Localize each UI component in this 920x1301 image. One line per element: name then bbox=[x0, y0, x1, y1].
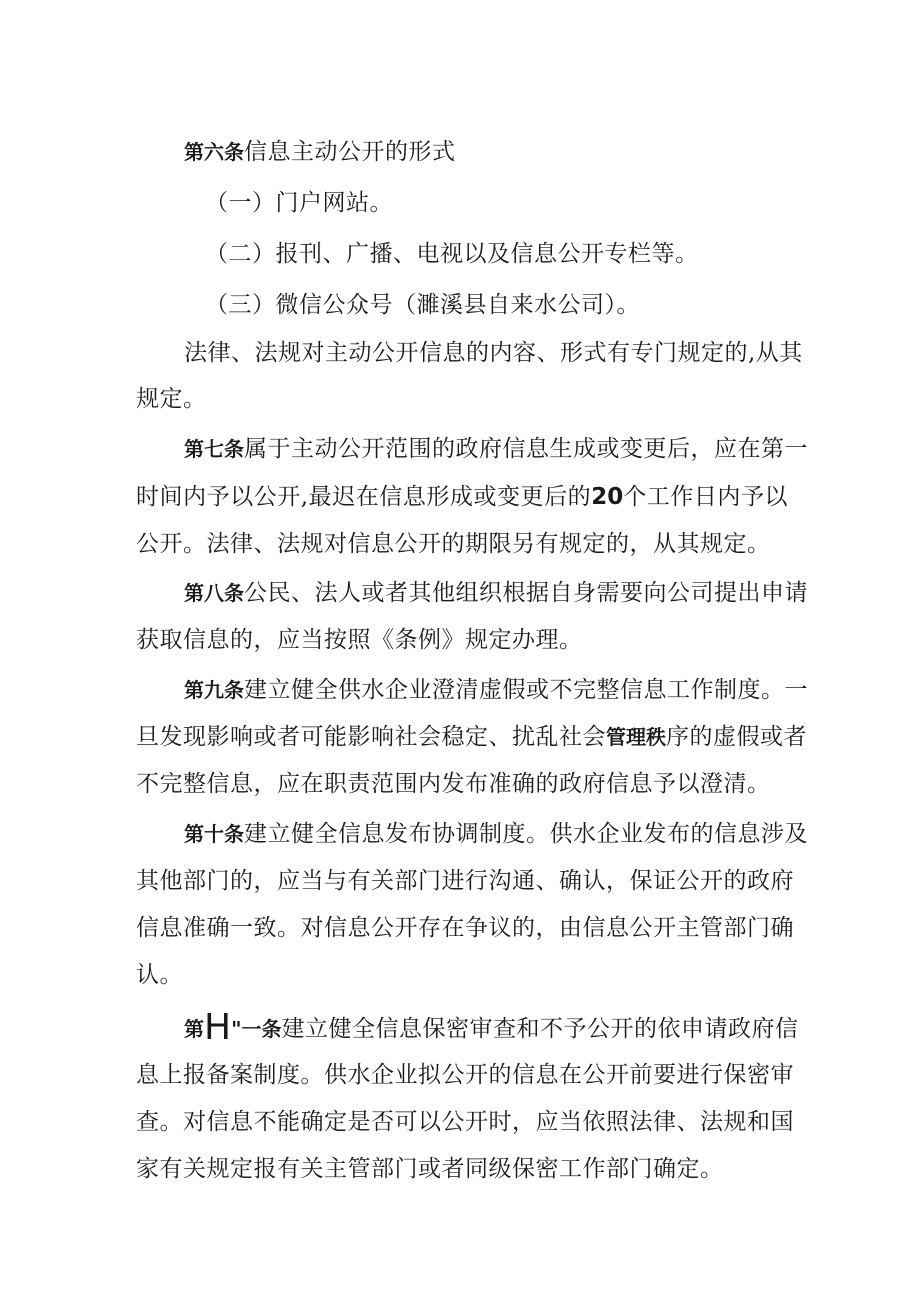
article-7-line-1 bbox=[184, 434, 808, 464]
article-10-line-2: 其他部门的，应当与有关部门进行沟通、确认，保证公开的政府 bbox=[136, 868, 794, 894]
article-10-line-3: 信息准确一致。对信息公开存在争议的，由信息公开主管部门确 bbox=[136, 915, 794, 941]
article-7-days-number: 20 bbox=[591, 484, 624, 510]
article-9-line-1 bbox=[184, 675, 808, 705]
article-9-label: 第九条 bbox=[184, 678, 244, 702]
article-9-line-2 bbox=[136, 722, 807, 752]
article-6-title: 信息主动公开的形式 bbox=[244, 139, 456, 165]
article-6-item-3: （三）微信公众号（濉溪县自来水公司）。 bbox=[205, 292, 640, 318]
article-11-line-4: 家有关规定报有关主管部门或者同级保密工作部门确定。 bbox=[136, 1156, 724, 1182]
article-11-line-1 bbox=[184, 1007, 799, 1048]
article-10-text-1: 建立健全信息发布协调制度。供水企业发布的信息涉及 bbox=[244, 821, 808, 847]
article-8-line-2: 获取信息的，应当按照《条例》规定办理。 bbox=[136, 627, 583, 653]
article-8-text-1: 公民、法人或者其他组织根据自身需要向公司提出申请 bbox=[244, 580, 808, 606]
article-11-label-b: H bbox=[204, 1007, 232, 1048]
article-7-text-1: 属于主动公开范围的政府信息生成或变更后，应在第一 bbox=[244, 436, 808, 462]
article-10-line-4: 认。 bbox=[136, 962, 183, 988]
article-8-label: 第八条 bbox=[184, 581, 244, 605]
article-7-text-2a: 时间内予以公开,最迟在信息形成或变更后的 bbox=[136, 484, 592, 510]
article-6-note-line-2: 规定。 bbox=[136, 386, 207, 412]
article-8-line-1 bbox=[184, 578, 808, 608]
article-7-line-2 bbox=[136, 482, 788, 512]
article-10-label: 第十条 bbox=[184, 822, 244, 846]
article-11-label-c: "一条 bbox=[231, 1017, 282, 1041]
article-11-line-2: 息上报备案制度。供水企业拟公开的信息在公开前要进行保密审 bbox=[136, 1062, 794, 1088]
article-7-label: 第七条 bbox=[184, 437, 244, 461]
article-9-text-2a: 旦发现影响或者可能影响社会稳定、扰乱社会 bbox=[136, 724, 606, 750]
article-10-line-1 bbox=[184, 819, 808, 849]
article-9-line-3: 不完整信息，应在职责范围内发布准确的政府信息予以澄清。 bbox=[136, 771, 771, 797]
article-7-line-3: 公开。法律、法规对信息公开的期限另有规定的，从其规定。 bbox=[136, 531, 771, 557]
article-11-text-1: 建立健全信息保密审查和不予公开的依申请政府信 bbox=[281, 1016, 799, 1042]
article-6-item-1: （一）门户网站。 bbox=[205, 190, 393, 216]
article-6-heading bbox=[184, 137, 788, 167]
article-6-label: 第六条 bbox=[184, 140, 244, 164]
article-11-line-3: 查。对信息不能确定是否可以公开时，应当依照法律、法规和国 bbox=[136, 1109, 794, 1135]
article-11-label-a: 第 bbox=[184, 1017, 204, 1041]
article-9-text-2b: 管理秩 bbox=[606, 725, 666, 749]
article-6-item-2: （二）报刊、广播、电视以及信息公开专栏等。 bbox=[205, 241, 699, 267]
article-6-note-line-1: 法律、法规对主动公开信息的内容、形式有专门规定的,从其 bbox=[184, 340, 803, 366]
article-7-text-2b: 个工作日内予以 bbox=[623, 484, 789, 510]
article-9-text-1: 建立健全供水企业澄清虚假或不完整信息工作制度。一 bbox=[244, 677, 808, 703]
article-9-text-2c: 序的虚假或者 bbox=[666, 724, 807, 750]
